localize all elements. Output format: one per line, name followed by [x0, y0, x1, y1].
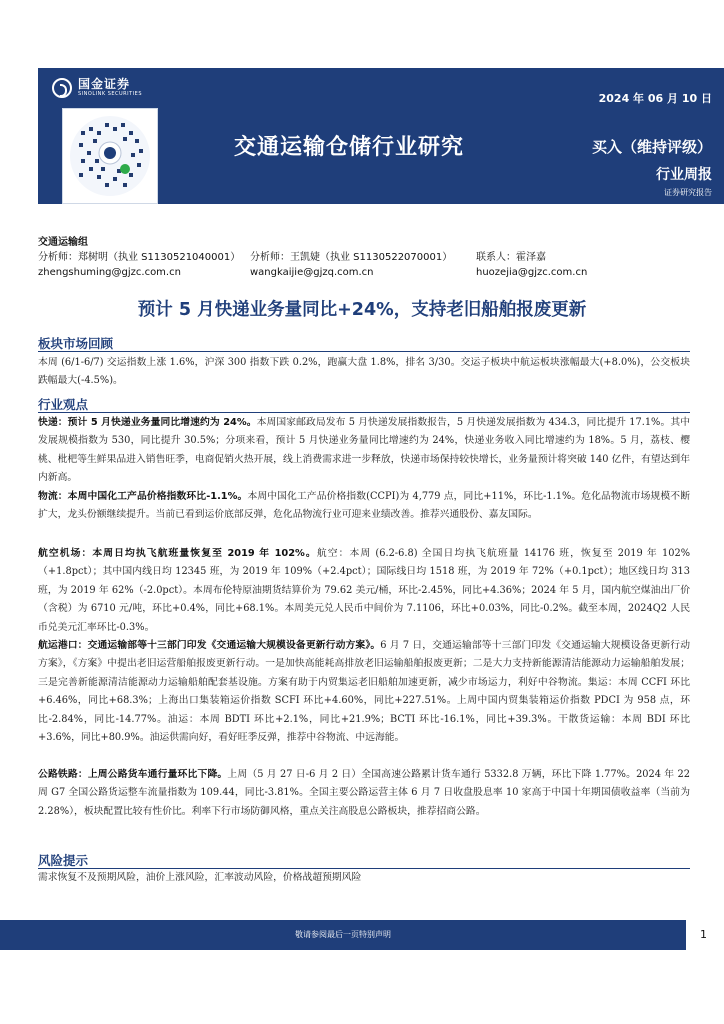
brand-logo: [52, 78, 142, 98]
analyst-1: 分析师：郑树明（执业 S1130521040001）: [38, 252, 241, 263]
email-1[interactable]: zhengshuming@gjzc.com.cn: [38, 267, 181, 278]
port-text: 6 月 7 日，交通运输部等十三部门印发《交通运输大规模设备更新行动方案》，《方案》中提出老旧运营船舶报废更新行动。一是加快高能耗高排放老旧运输船舶报废更新；二是大力支持新能源清洁能源动力运输船舶发展；三是完善新能源清洁能源动力运输船舶配套基设施。方案有助于内贸集运老旧船舶加速更新，减少市场运力，利好中谷物流。集运：本周 CCFI 环比+6.46%，同比+68.3%；上海出口集装箱运价指数 SCFI 环比+4.60%，同比+227.51%。上周中国内贸集装箱运价指数 PDCI 为 958 点，环比-2.84%，同比-14.77%。油运：本周 BDTI 环比+2.1%，同比+21.9%；BCTI 环比-16.1%，同比+39.3%。干散货运输：本周 BDI 环比+3.6%，同比+80.9%。油运供需向好，看好旺季反弹，推荐中谷物流、中远海能。: [38, 640, 690, 744]
airport-lead: 航空机场：本周日均执飞航班量恢复至 2019 年 102%。: [38, 548, 317, 559]
road-paragraph: [38, 766, 690, 821]
qr-code-icon: [62, 108, 158, 204]
email-3[interactable]: huozejia@gjzc.com.cn: [476, 267, 588, 278]
port-paragraph: [38, 637, 690, 747]
footer-note: 敬请参阅最后一页特别声明: [295, 930, 391, 939]
airport-paragraph: [38, 545, 690, 637]
logistics-paragraph: [38, 488, 690, 525]
airport-text: 航空：本周 (6.2-6.8) 全国日均执飞航班量 14176 班，恢复至 2019 年 102%（+1.8pct）；其中国内线日均 12345 班，为 2019 年 109%（+2.4pct）；国际线日均 1518 班，为 2019 年 72%（+0.1pct）；地区线日均 313 班，为 2019 年 62%（-2.0pct）。本周布伦特原油期货结算价为 79.62 美元/桶，环比-2.45%，同比+4.36%；2024 年 5 月，国内航空煤油出厂价（含税）为 6710 元/吨，环比+0.4%，同比+68.1%。本周美元兑人民币中间价为 7.1106，环比+0.03%，同比-0.2%。截至本周，2024Q2 人民币兑美元汇率环比-0.3%。: [38, 548, 690, 633]
port-lead: 航运港口：交通运输部等十三部门印发《交通运输大规模设备更新行动方案》。: [38, 640, 381, 651]
risk-text: 需求恢复不及预期风险，油价上涨风险，汇率波动风险，价格战超预期风险: [38, 872, 362, 883]
analyst-2: 分析师：王凯婕（执业 S1130522070001）: [250, 252, 453, 263]
contact: 联系人：霍泽嘉: [476, 252, 546, 263]
road-lead: 公路铁路：上周公路货车通行量环比下降。: [38, 769, 228, 780]
sinolink-logo-icon: [52, 78, 72, 98]
analyst-info: [38, 235, 698, 280]
road-text: 上周（5 月 27 日-6 月 2 日）全国高速公路累计货车通行 5332.8 万辆，环比下降 1.77%。2024 年 22 周 G7 全国公路货运整车流量指数为 109.44，同比-3.81%。全国主要公路运营主体 6 月 7 日收盘股息率 10 家高于中国十年期国债收益率（当前为 2.28%），板块配置比较有性价比。利率下行市场防御风格，重点关注高股息公路板块，推荐招商公路。: [38, 769, 691, 817]
report-type: 行业周报: [656, 167, 712, 183]
market-review-text: 本周 (6/1-6/7) 交运指数上涨 1.6%，沪深 300 指数下跌 0.2%，跑赢大盘 1.8%，排名 3/30。交运子板块中航运板块涨幅最大(+8.0%)，公交板块跌幅最大(-4.5%)。: [38, 357, 690, 387]
logistics-lead: 物流：本周中国化工产品价格指数环比-1.1%。: [38, 491, 248, 502]
express-paragraph: [38, 414, 690, 488]
market-review-title: 板块市场回顾: [38, 336, 114, 351]
analyst-group: 交通运输组: [38, 237, 88, 248]
rating: 买入（维持评级）: [591, 138, 712, 156]
logo-en: SINOLINK SECURITIES: [78, 91, 142, 97]
page-number: 1: [700, 928, 707, 941]
headline: 预计 5 月快递业务量同比+24%，支持老旧船舶报废更新: [137, 300, 587, 320]
risk-title: 风险提示: [38, 853, 89, 868]
section-divider: [38, 412, 690, 413]
section-divider: [38, 351, 690, 352]
logistics-text: 本周中国化工产品价格指数(CCPI)为 4,779 点，同比+11%，环比-1.1%。危化品物流市场规模不断扩大，龙头份额继续提升。当前已看到运价底部反弹，危化品物流行业可迎来业绩改善。推荐兴通股份、嘉友国际。: [38, 491, 690, 521]
email-2[interactable]: wangkaijie@gjzq.com.cn: [250, 267, 374, 278]
report-title: 交通运输仓储行业研究: [234, 135, 465, 160]
express-text: 本周国家邮政局发布 5 月快递发展指数报告，5 月快递发展指数为 434.3，同比提升 17.1%。其中发展规模指数为 530，同比提升 30.5%；分项来看，预计 5 月快递业务量同比增速约为 24%，快递业务收入同比增速约为 18%。5 月，荔枝、樱桃、枇杷等生鲜果品进入销售旺季，电商促销火热开展，线上消费需求进一步释放，快递市场保持较快增长，业务量预计将突破 140 亿件，有望达到年内新高。: [38, 417, 690, 484]
report-sub: 证券研究报告: [664, 188, 712, 197]
report-date: 2024 年 06 月 10 日: [598, 92, 712, 105]
logo-cn: 国金证券: [78, 77, 131, 91]
footer-band: [0, 920, 686, 950]
industry-view-title: 行业观点: [38, 397, 89, 412]
express-lead: 快递：预计 5 月快递业务量同比增速约为 24%。: [38, 417, 257, 428]
